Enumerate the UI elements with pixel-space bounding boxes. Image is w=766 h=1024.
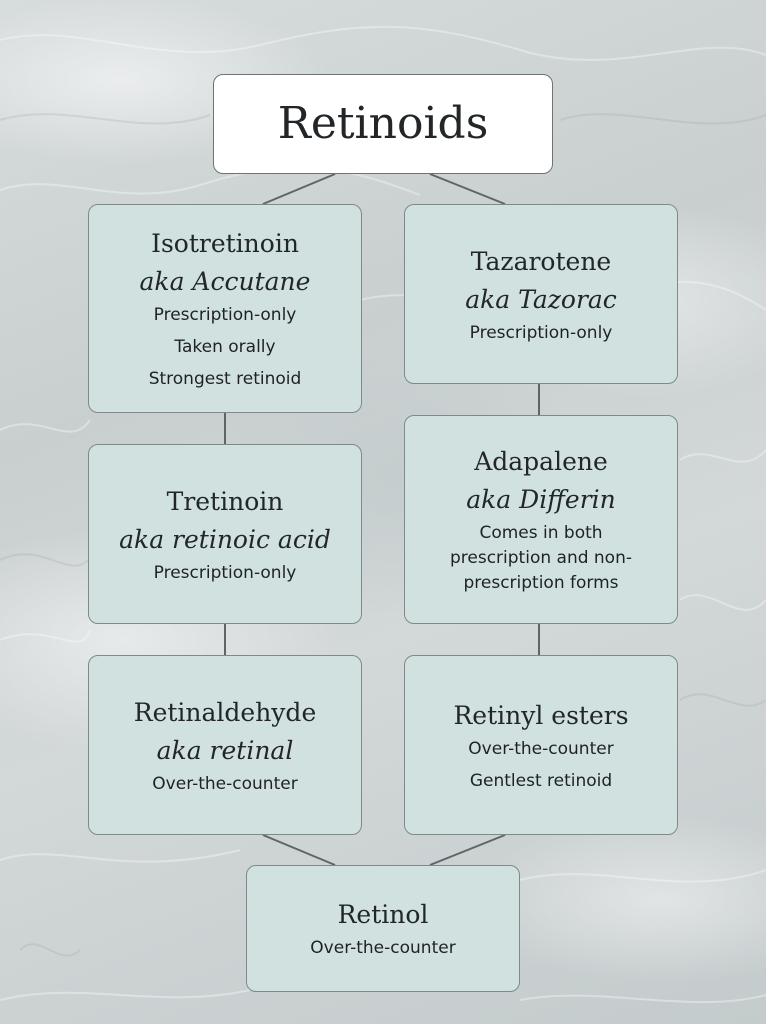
node-note: prescription forms xyxy=(463,573,619,593)
node-aka: aka Accutane xyxy=(139,267,311,296)
node-name: Tazarotene xyxy=(470,246,612,276)
link-retinaldehyde-retinol xyxy=(263,835,335,865)
node-name: Adapalene xyxy=(474,447,608,476)
node-note: Prescription-only xyxy=(153,562,297,583)
node-note: Over-the-counter xyxy=(468,738,614,759)
root-title: Retinoids xyxy=(277,98,489,149)
node-aka: aka Differin xyxy=(466,485,616,514)
node-name: Tretinoin xyxy=(166,486,284,516)
node-tretinoin xyxy=(88,444,362,624)
link-retinyl-esters-retinol xyxy=(430,835,505,865)
node-note: Over-the-counter xyxy=(310,938,456,958)
node-isotretinoin xyxy=(88,204,362,413)
node-adapalene xyxy=(404,415,678,624)
node-note: Over-the-counter xyxy=(152,773,298,794)
node-note: Taken orally xyxy=(174,337,276,357)
node-aka: aka retinal xyxy=(156,735,294,765)
node-retinol xyxy=(246,865,520,992)
node-tazarotene xyxy=(404,204,678,384)
node-name: Retinol xyxy=(337,900,429,929)
node-note: Strongest retinoid xyxy=(148,369,302,389)
node-aka: aka retinoic acid xyxy=(119,524,331,554)
node-aka: aka Tazorac xyxy=(465,284,617,314)
link-root-tazarotene xyxy=(430,174,505,204)
node-note: prescription and non- xyxy=(449,548,632,568)
link-root-isotretinoin xyxy=(263,174,335,204)
node-retinaldehyde xyxy=(88,655,362,835)
node-note: Comes in both xyxy=(479,523,603,543)
node-note: Gentlest retinoid xyxy=(469,770,613,791)
node-note: Prescription-only xyxy=(153,305,297,325)
node-name: Retinaldehyde xyxy=(133,697,317,727)
root-node xyxy=(213,74,553,174)
node-retinyl-esters xyxy=(404,655,678,835)
node-name: Retinyl esters xyxy=(453,700,629,730)
node-name: Isotretinoin xyxy=(151,229,299,258)
node-note: Prescription-only xyxy=(469,322,613,343)
